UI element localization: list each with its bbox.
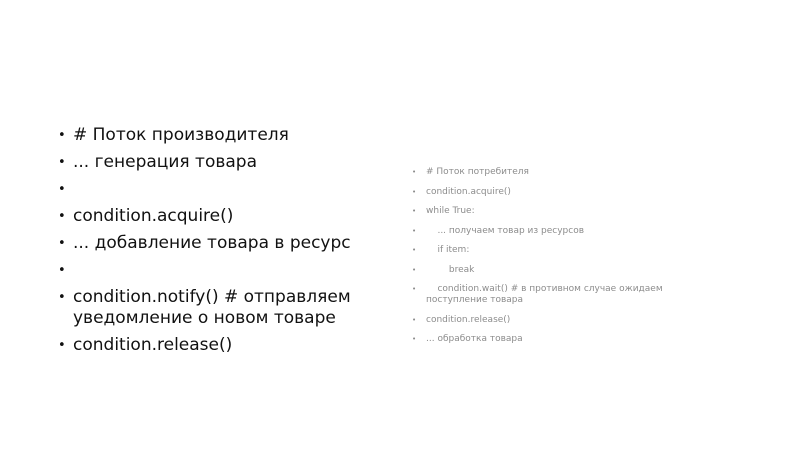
consumer-code-list	[412, 167, 712, 354]
code-line: condition.acquire()	[426, 186, 511, 197]
bullet-icon: •	[412, 187, 417, 196]
code-line: # Поток производителя	[73, 125, 289, 145]
code-line: condition.release()	[426, 314, 511, 325]
bullet-icon: •	[58, 263, 66, 278]
producer-code-list	[58, 125, 403, 362]
code-line: condition.notify() # отправляем уведомление о новом товаре	[73, 287, 357, 328]
bullet-icon: •	[412, 207, 417, 215]
list-item	[412, 226, 712, 237]
bullet-icon: •	[412, 226, 417, 235]
code-line: # Поток потребителя	[426, 167, 529, 177]
list-item	[412, 265, 712, 276]
list-item	[58, 152, 403, 173]
bullet-icon: •	[412, 246, 417, 254]
bullet-icon: •	[58, 338, 66, 353]
list-item	[58, 233, 403, 254]
list-item	[412, 167, 712, 178]
bullet-icon: •	[412, 285, 417, 293]
bullet-icon: •	[412, 168, 417, 176]
list-item	[412, 206, 712, 217]
code-line: ... получаем товар из ресурсов	[426, 225, 585, 236]
list-item	[58, 206, 403, 227]
bullet-icon: •	[412, 265, 417, 274]
code-line: condition.wait() # в противном случае ожидаем поступление товара	[426, 284, 666, 305]
code-line: ... добавление товара в ресурс	[73, 233, 351, 253]
bullet-icon: •	[58, 128, 66, 143]
code-line: condition.acquire()	[73, 206, 234, 226]
bullet-icon: •	[58, 182, 66, 197]
bullet-icon: •	[58, 209, 66, 224]
list-item	[58, 335, 403, 356]
code-line: while True:	[426, 206, 475, 216]
bullet-icon: •	[412, 315, 417, 324]
code-line: ... генерация товара	[73, 152, 257, 172]
list-item	[412, 315, 712, 326]
list-item	[412, 245, 712, 256]
list-item	[58, 260, 403, 281]
list-item	[412, 187, 712, 198]
bullet-icon: •	[412, 335, 417, 343]
list-item	[412, 284, 712, 306]
code-line: condition.release()	[73, 335, 233, 355]
bullet-icon: •	[58, 290, 66, 305]
list-item	[412, 334, 712, 345]
code-line: if item:	[426, 245, 470, 255]
bullet-icon: •	[58, 236, 66, 251]
list-item	[58, 287, 403, 329]
code-line: break	[426, 264, 475, 275]
code-line: ... обработка товара	[426, 334, 523, 344]
list-item	[58, 125, 403, 146]
list-item	[58, 179, 403, 200]
bullet-icon: •	[58, 155, 66, 170]
